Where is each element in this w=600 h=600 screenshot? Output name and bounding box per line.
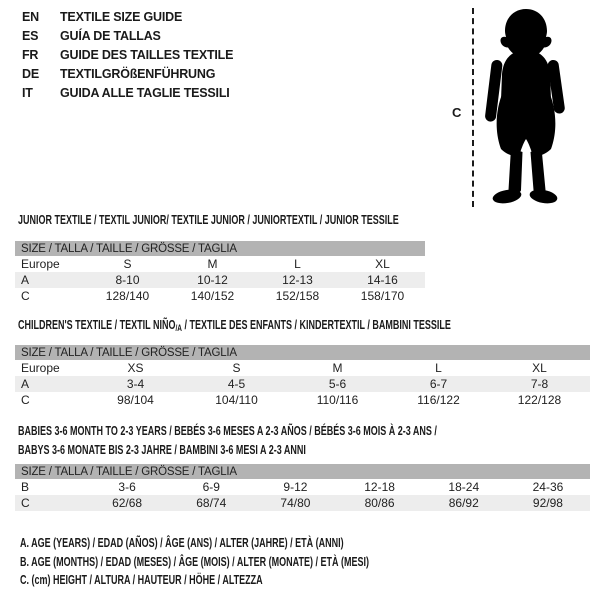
size-cell: 6-7 — [429, 377, 448, 391]
size-cell: 158/170 — [360, 289, 405, 303]
size-cell: S — [232, 361, 241, 375]
size-cell: 98/104 — [117, 393, 154, 407]
children-size-table — [15, 345, 590, 408]
table-row-height — [15, 495, 590, 511]
size-cell: 8-10 — [115, 273, 140, 287]
size-cell: 86/92 — [448, 496, 479, 510]
size-cell: 12-18 — [364, 480, 395, 494]
language-text: GUIDA ALLE TAGLIE TESSILI — [60, 86, 230, 100]
size-cell: 9-12 — [283, 480, 308, 494]
language-code: ES — [22, 29, 39, 43]
footnote-age-months: B. AGE (MONTHS) / EDAD (MESES) / ÂGE (MOIS) / ALTER (MONATE) / ETÀ (MESI) — [20, 554, 369, 569]
size-cell: 128/140 — [105, 289, 150, 303]
table-row-height — [15, 392, 590, 408]
babies-table-title-line2: BABYS 3-6 MONATE BIS 2-3 JAHRE / BAMBINI 3-6 MESI A 2-3 ANNI — [18, 443, 306, 457]
size-cell: 4-5 — [227, 377, 246, 391]
size-cell: 6-9 — [202, 480, 220, 494]
language-row-it — [22, 84, 233, 103]
size-cell: L — [294, 257, 301, 271]
size-cell: 24-36 — [532, 480, 564, 494]
row-label: Europe — [21, 361, 60, 375]
size-cell: XL — [532, 361, 547, 375]
size-cell: S — [123, 257, 132, 271]
language-text: TEXTILE SIZE GUIDE — [60, 10, 183, 24]
size-cell: 5-6 — [328, 377, 347, 391]
table-row-europe — [15, 360, 590, 376]
language-code: EN — [22, 10, 39, 24]
toddler-silhouette-icon — [479, 8, 571, 206]
size-cell: 116/122 — [417, 393, 460, 407]
size-cell: 80/86 — [364, 496, 395, 510]
size-header-bar: SIZE / TALLA / TAILLE / GRÖSSE / TAGLIA — [15, 345, 590, 360]
size-cell: 10-12 — [197, 273, 228, 287]
size-cell: 62/68 — [112, 496, 143, 510]
size-cell: XS — [127, 361, 144, 375]
footnote-legend — [20, 534, 505, 590]
size-cell: L — [435, 361, 442, 375]
row-label: C — [21, 496, 30, 510]
language-row-de — [22, 65, 233, 84]
size-header-bar: SIZE / TALLA / TAILLE / GRÖSSE / TAGLIA — [15, 241, 425, 256]
table-row-age — [15, 272, 425, 288]
table-row-europe — [15, 256, 425, 272]
table-row-age — [15, 376, 590, 392]
row-label: A — [21, 273, 30, 287]
language-text: TEXTILGRÖßENFÜHRUNG — [60, 67, 216, 81]
size-cell: 7-8 — [530, 377, 549, 391]
row-label: A — [21, 377, 30, 391]
size-cell: 12-13 — [282, 273, 313, 287]
size-cell: 104/110 — [215, 393, 258, 407]
height-dashed-line — [472, 8, 474, 207]
size-cell: 152/158 — [275, 289, 320, 303]
language-row-es — [22, 27, 233, 46]
size-cell: 92/98 — [532, 496, 563, 510]
junior-size-table — [15, 241, 425, 304]
row-label: B — [21, 480, 30, 494]
size-cell: XL — [375, 257, 390, 271]
language-text: GUÍA DE TALLAS — [60, 29, 161, 43]
language-code: FR — [22, 48, 39, 62]
size-cell: 140/152 — [190, 289, 235, 303]
size-header-bar: SIZE / TALLA / TAILLE / GRÖSSE / TAGLIA — [15, 464, 590, 479]
size-cell: 3-6 — [118, 480, 136, 494]
height-label: C — [452, 105, 462, 120]
size-cell: 14-16 — [367, 273, 398, 287]
row-label: C — [21, 393, 30, 407]
language-code: DE — [22, 67, 39, 81]
language-text: GUIDE DES TAILLES TEXTILE — [60, 48, 234, 62]
table-row-months — [15, 479, 590, 495]
children-table-title: CHILDREN'S TEXTILE / TEXTIL $NIÑO_{/A}$ / TEXTILE DES ENFANTS / KINDERTEXTIL / BAMBINI TESSILE — [18, 318, 451, 333]
size-cell: 122/128 — [517, 393, 562, 407]
junior-table-title: JUNIOR TEXTILE / TEXTIL JUNIOR/ TEXTILE JUNIOR / JUNIORTEXTIL / JUNIOR TESSILE — [18, 213, 399, 227]
language-list — [22, 8, 233, 103]
size-cell: 74/80 — [280, 496, 311, 510]
row-label: C — [21, 289, 30, 303]
size-cell: 3-4 — [126, 377, 145, 391]
footnote-age-years: A. AGE (YEARS) / EDAD (AÑOS) / ÂGE (ANS) / ALTER (JAHRE) / ETÀ (ANNI) — [20, 536, 344, 550]
babies-table-title-line1: BABIES 3-6 MONTH TO 2-3 YEARS / BEBÉS 3-6 MESES A 2-3 AÑOS / BÉBÉS 3-6 MOIS À 2-3 ANS / — [18, 424, 437, 438]
table-row-height — [15, 288, 425, 304]
size-cell: M — [207, 257, 218, 271]
size-cell: 68/74 — [196, 496, 227, 510]
size-cell: 18-24 — [448, 480, 480, 494]
language-code: IT — [22, 86, 33, 100]
size-cell: 110/116 — [316, 393, 359, 407]
row-label: Europe — [21, 257, 60, 271]
footnote-height-cm: C. (cm) HEIGHT / ALTURA / HAUTEUR / HÖHE / ALTEZZA — [20, 573, 263, 587]
babies-size-table — [15, 464, 590, 511]
language-row-en — [22, 8, 233, 27]
language-row-fr — [22, 46, 233, 65]
size-cell: M — [332, 361, 343, 375]
